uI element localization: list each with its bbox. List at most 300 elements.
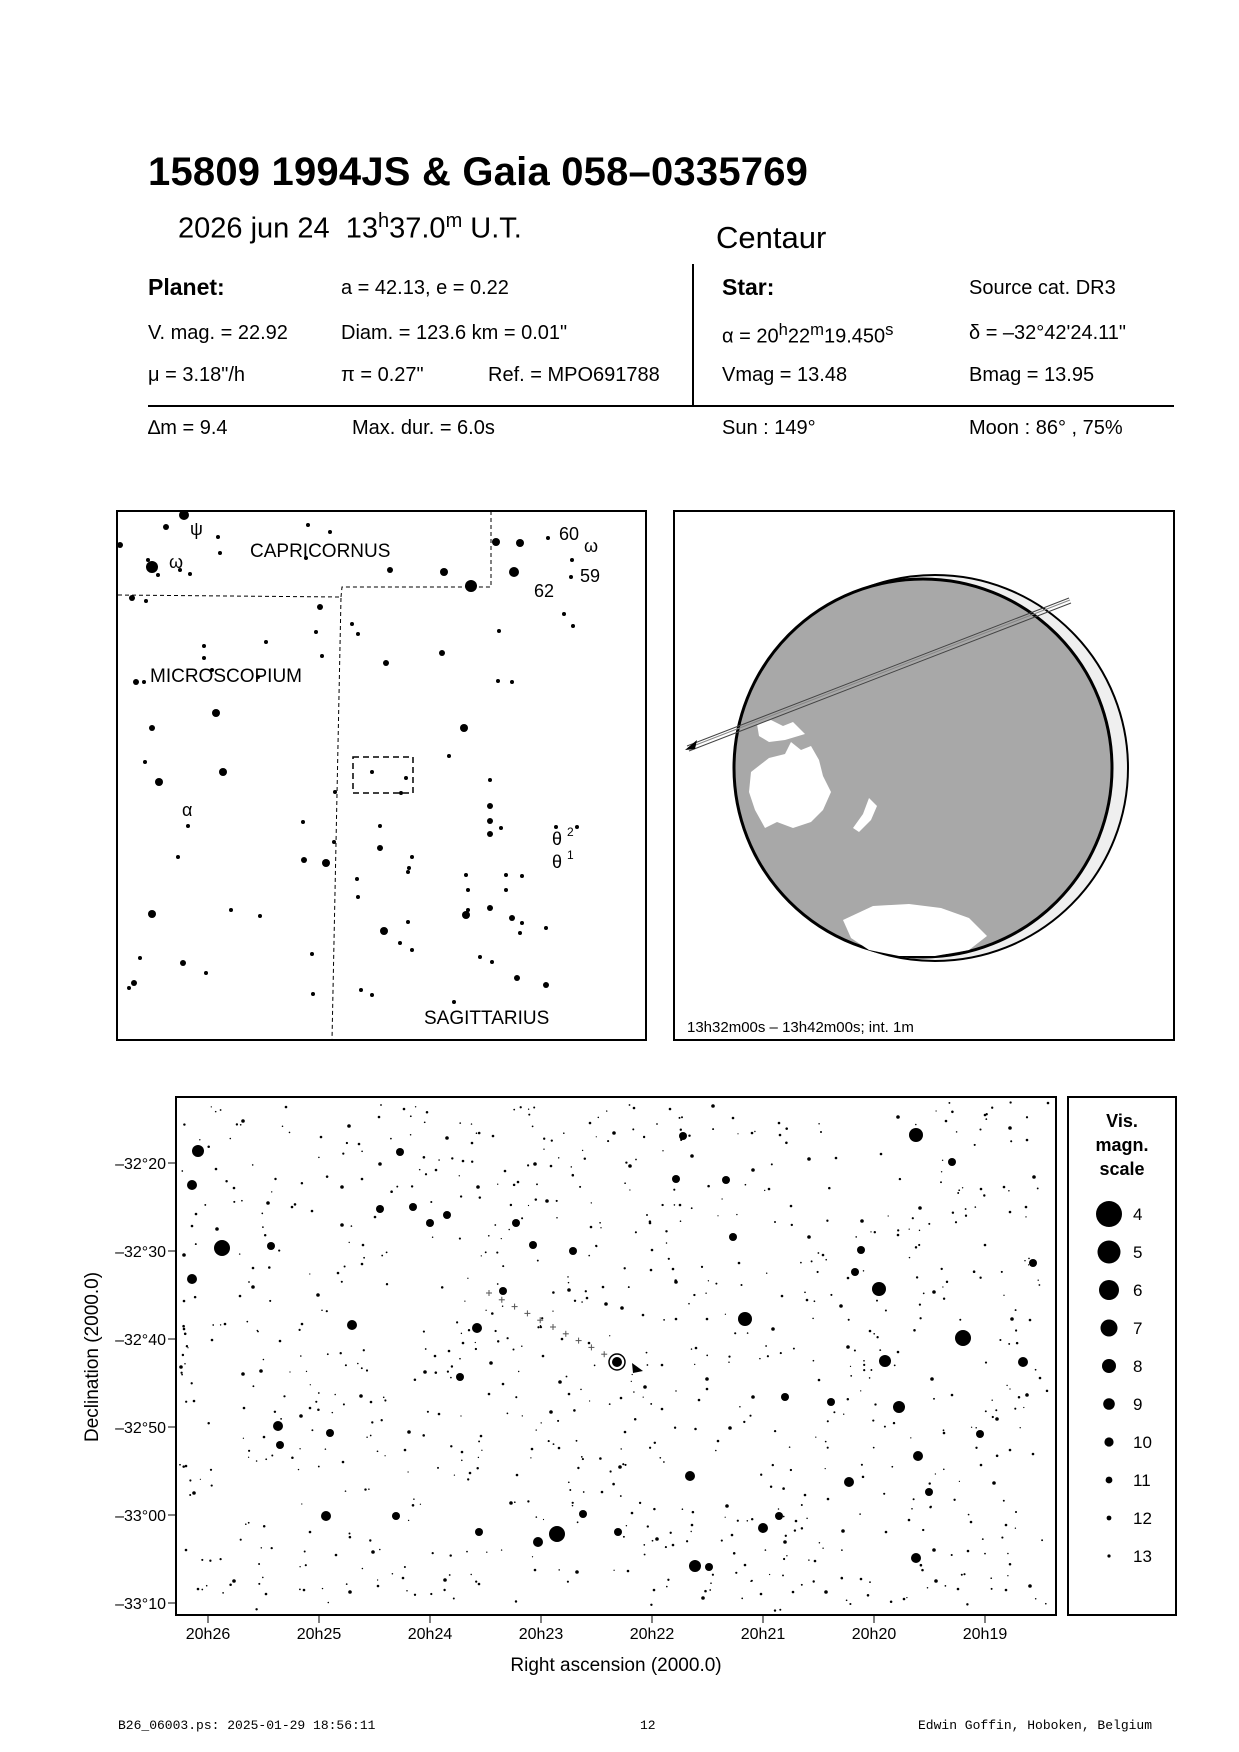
field-star	[252, 1267, 255, 1270]
field-star	[643, 1385, 647, 1389]
field-star	[374, 1216, 377, 1219]
ra-s-unit: s	[885, 320, 894, 339]
finder-star	[143, 760, 147, 764]
faint-star	[826, 1220, 828, 1222]
field-star	[604, 1302, 608, 1306]
field-star	[661, 1364, 664, 1367]
field-star	[370, 1401, 373, 1404]
planet-orbit: a = 42.13, e = 0.22	[341, 277, 509, 299]
finder-star	[464, 873, 468, 877]
finder-star	[127, 986, 131, 990]
faint-star	[219, 1558, 221, 1560]
faint-star	[778, 1508, 780, 1510]
faint-star	[594, 1365, 596, 1367]
faint-star	[407, 1471, 408, 1472]
field-star	[976, 1430, 984, 1438]
faint-star	[704, 1590, 707, 1593]
faint-star	[239, 1253, 240, 1254]
field-star	[478, 1583, 481, 1586]
finder-star	[370, 993, 374, 997]
faint-star	[1026, 1393, 1027, 1394]
x-tick-label: 20h22	[629, 1626, 675, 1643]
faint-star	[513, 1109, 515, 1111]
faint-star	[528, 1114, 530, 1116]
field-star	[377, 1585, 380, 1588]
faint-star	[688, 1134, 690, 1136]
faint-star	[765, 1345, 767, 1347]
field-star	[807, 1235, 811, 1239]
faint-star	[282, 1125, 284, 1127]
field-star	[480, 1435, 483, 1438]
faint-star	[502, 1265, 504, 1267]
field-star	[951, 1394, 954, 1397]
faint-star	[502, 1306, 503, 1307]
faint-star	[443, 1589, 445, 1591]
field-star	[337, 1272, 340, 1275]
faint-star	[1008, 1343, 1010, 1345]
faint-star	[725, 1517, 726, 1518]
field-star	[550, 1165, 553, 1168]
field-star	[930, 1377, 934, 1381]
field-star	[472, 1323, 482, 1333]
field-star	[908, 1519, 911, 1522]
faint-star	[584, 1157, 586, 1159]
faint-star	[873, 1333, 875, 1335]
finder-star	[314, 630, 318, 634]
field-star	[775, 1512, 783, 1520]
faint-star	[751, 1518, 753, 1520]
faint-star	[430, 1593, 432, 1595]
faint-star	[652, 1540, 654, 1542]
faint-star	[631, 1381, 632, 1382]
faint-star	[220, 1324, 221, 1325]
faint-star	[527, 1164, 529, 1166]
faint-star	[381, 1419, 383, 1421]
faint-star	[874, 1231, 876, 1233]
faint-star	[598, 1117, 600, 1119]
faint-star	[670, 1532, 672, 1534]
field-star	[1029, 1259, 1037, 1267]
finder-star	[146, 561, 158, 573]
faint-star	[715, 1283, 717, 1285]
field-star	[265, 1593, 268, 1596]
faint-star	[189, 1494, 191, 1496]
faint-star	[728, 1361, 729, 1362]
faint-star	[471, 1123, 472, 1124]
faint-star	[450, 1445, 452, 1447]
faint-star	[915, 1246, 917, 1248]
faint-star	[843, 1414, 844, 1415]
faint-star	[419, 1169, 421, 1171]
field-star	[362, 1244, 365, 1247]
faint-star	[983, 1194, 985, 1196]
faint-star	[607, 1140, 609, 1142]
faint-star	[543, 1519, 544, 1520]
faint-star	[591, 1202, 592, 1203]
detail-frame	[176, 1097, 1056, 1615]
field-star	[624, 1431, 627, 1434]
faint-star	[298, 1469, 299, 1470]
faint-star	[585, 1290, 587, 1292]
faint-star	[326, 1310, 328, 1312]
field-star	[361, 1178, 364, 1181]
field-star	[185, 1549, 188, 1552]
field-star	[818, 1379, 821, 1382]
field-star	[705, 1377, 709, 1381]
target-star	[612, 1357, 622, 1367]
faint-star	[629, 1189, 630, 1190]
field-star	[903, 1598, 906, 1601]
faint-star	[527, 1500, 529, 1502]
faint-star	[774, 1609, 776, 1611]
field-star	[568, 1393, 571, 1396]
y-axis-label: Declination (2000.0)	[82, 1271, 103, 1443]
faint-star	[682, 1508, 684, 1510]
faint-star	[1025, 1216, 1026, 1217]
faint-star	[712, 1574, 714, 1576]
faint-star	[294, 1203, 297, 1206]
finder-star	[398, 941, 402, 945]
faint-star	[466, 1551, 468, 1553]
faint-star	[577, 1467, 579, 1469]
y-tick-label: –33°10	[115, 1596, 166, 1613]
object-category: Centaur	[716, 220, 827, 255]
faint-star	[919, 1230, 920, 1231]
faint-star	[863, 1364, 865, 1366]
faint-star	[486, 1552, 487, 1553]
faint-star	[760, 1474, 762, 1476]
field-star	[980, 1188, 983, 1191]
faint-star	[460, 1415, 461, 1416]
field-star	[689, 1560, 701, 1572]
faint-star	[869, 1581, 871, 1583]
faint-star	[569, 1489, 571, 1491]
star-label: ω	[169, 552, 184, 572]
faint-star	[624, 1464, 626, 1466]
faint-star	[783, 1558, 785, 1560]
finder-star	[356, 632, 360, 636]
field-star	[728, 1426, 732, 1430]
faint-star	[955, 1221, 957, 1223]
faint-star	[913, 1498, 915, 1500]
faint-star	[537, 1260, 539, 1262]
faint-star	[635, 1159, 637, 1161]
faint-star	[986, 1113, 988, 1115]
finder-star	[406, 870, 410, 874]
field-star	[396, 1148, 404, 1156]
finder-star	[216, 535, 220, 539]
faint-star	[508, 1229, 510, 1231]
field-star	[378, 1116, 381, 1119]
faint-star	[691, 1207, 693, 1209]
finder-star	[131, 980, 137, 986]
faint-star	[634, 1418, 637, 1421]
faint-star	[885, 1309, 887, 1311]
finder-star	[156, 573, 160, 577]
finder-star	[499, 826, 503, 830]
field-star	[192, 1145, 204, 1157]
faint-star	[992, 1416, 994, 1418]
faint-star	[913, 1329, 916, 1332]
faint-star	[291, 1457, 294, 1460]
faint-star	[665, 1230, 667, 1232]
faint-star	[265, 1458, 267, 1460]
field-star	[620, 1397, 623, 1400]
field-star	[239, 1295, 242, 1298]
faint-star	[1015, 1511, 1017, 1513]
faint-star	[572, 1174, 575, 1177]
faint-star	[639, 1502, 641, 1504]
faint-star	[783, 1516, 785, 1518]
faint-star	[643, 1136, 645, 1138]
finder-star	[514, 975, 520, 981]
faint-star	[437, 1467, 439, 1469]
field-star	[897, 1234, 900, 1237]
legend-magnitude-label: 6	[1133, 1281, 1143, 1300]
finder-star	[410, 948, 414, 952]
faint-star	[764, 1190, 765, 1191]
faint-star	[991, 1399, 992, 1400]
faint-star	[867, 1594, 870, 1597]
faint-star	[532, 1556, 533, 1557]
faint-star	[459, 1238, 461, 1240]
faint-star	[459, 1175, 460, 1176]
finder-star	[356, 895, 360, 899]
field-star	[492, 1135, 495, 1138]
field-star	[725, 1504, 729, 1508]
faint-star	[207, 1422, 209, 1424]
faint-star	[804, 1291, 806, 1293]
faint-star	[680, 1139, 682, 1141]
faint-star	[876, 1336, 878, 1338]
faint-star	[456, 1321, 458, 1323]
field-star	[435, 1169, 438, 1172]
faint-star	[707, 1185, 710, 1188]
field-star	[631, 1512, 634, 1515]
finder-star	[544, 926, 548, 930]
faint-star	[229, 1584, 232, 1587]
faint-star	[666, 1242, 668, 1244]
legend-magnitude-dot	[1106, 1477, 1113, 1484]
field-star	[992, 1481, 996, 1485]
faint-star	[369, 1539, 371, 1541]
faint-star	[624, 1267, 626, 1269]
faint-star	[923, 1293, 925, 1295]
field-star	[706, 1318, 709, 1321]
field-star	[628, 1164, 632, 1168]
faint-star	[572, 1505, 574, 1507]
faint-star	[377, 1450, 379, 1452]
field-star	[358, 1143, 361, 1146]
field-star	[185, 1465, 188, 1468]
faint-star	[991, 1588, 993, 1590]
faint-star	[749, 1415, 751, 1417]
faint-star	[951, 1554, 953, 1556]
faint-star	[635, 1231, 637, 1233]
faint-star	[649, 1447, 651, 1449]
faint-star	[195, 1243, 197, 1245]
faint-star	[818, 1252, 820, 1254]
faint-star	[515, 1600, 517, 1602]
faint-star	[673, 1189, 675, 1191]
legend-magnitude-dot	[1107, 1516, 1112, 1521]
star-label: 1	[567, 848, 574, 862]
planet-heading: Planet:	[148, 274, 225, 300]
faint-star	[959, 1481, 960, 1482]
x-axis-label: Right ascension (2000.0)	[510, 1655, 722, 1676]
faint-star	[1003, 1500, 1005, 1502]
faint-star	[258, 1563, 260, 1565]
y-tick-label: –32°40	[115, 1332, 166, 1349]
faint-star	[404, 1566, 406, 1568]
field-star	[1018, 1357, 1028, 1367]
faint-star	[248, 1522, 250, 1524]
faint-star	[315, 1401, 317, 1403]
faint-star	[485, 1251, 487, 1253]
faint-star	[494, 1224, 496, 1226]
field-star	[348, 1590, 352, 1594]
finder-star	[487, 803, 493, 809]
faint-star	[982, 1538, 984, 1540]
finder-star	[569, 575, 573, 579]
faint-star	[675, 1390, 676, 1391]
finder-star	[163, 524, 169, 530]
field-star	[957, 1588, 960, 1591]
faint-star	[1037, 1187, 1039, 1189]
finder-star	[466, 908, 470, 912]
faint-star	[467, 1478, 469, 1480]
legend-magnitude-dot	[1104, 1437, 1113, 1446]
faint-star	[855, 1236, 857, 1238]
faint-star	[451, 1365, 453, 1367]
star-label: θ	[552, 852, 563, 872]
faint-star	[501, 1238, 502, 1239]
faint-star	[204, 1204, 206, 1206]
faint-star	[770, 1486, 772, 1488]
ra-seconds: 19.450	[824, 325, 886, 348]
faint-star	[201, 1589, 203, 1591]
field-star	[869, 1330, 872, 1333]
finder-star	[204, 971, 208, 975]
field-star	[642, 1314, 645, 1317]
faint-star	[326, 1175, 329, 1178]
field-star	[669, 1108, 672, 1111]
faint-star	[449, 1574, 451, 1576]
field-star	[779, 1134, 782, 1137]
faint-star	[248, 1457, 249, 1458]
faint-star	[533, 1106, 535, 1108]
field-star	[995, 1417, 999, 1421]
field-star	[197, 1588, 200, 1591]
finder-star	[488, 778, 492, 782]
faint-star	[1015, 1309, 1017, 1311]
field-star	[342, 1461, 345, 1464]
star-label: 59	[580, 566, 601, 586]
legend-magnitude-label: 12	[1133, 1509, 1152, 1528]
sun-elongation: Sun : 149°	[722, 417, 816, 439]
legend-magnitude-dot	[1098, 1241, 1121, 1264]
faint-star	[475, 1580, 477, 1582]
field-star	[1008, 1126, 1012, 1130]
faint-star	[1026, 1116, 1028, 1118]
field-star	[462, 1160, 465, 1163]
faint-star	[453, 1598, 455, 1600]
field-star	[943, 1432, 946, 1435]
faint-star	[686, 1540, 688, 1542]
faint-star	[1007, 1553, 1009, 1555]
field-star	[462, 1342, 465, 1345]
faint-star	[1006, 1385, 1007, 1386]
faint-star	[349, 1242, 350, 1243]
field-star	[299, 1414, 303, 1418]
field-star	[183, 1300, 186, 1303]
faint-star	[995, 1409, 997, 1411]
faint-star	[1010, 1140, 1012, 1142]
faint-star	[461, 1460, 463, 1462]
faint-star	[390, 1190, 393, 1193]
field-star	[361, 1263, 364, 1266]
faint-star	[841, 1577, 844, 1580]
faint-star	[790, 1469, 792, 1471]
faint-star	[909, 1228, 910, 1229]
field-star	[512, 1219, 520, 1227]
field-star	[690, 1154, 694, 1158]
faint-star	[491, 1312, 494, 1315]
faint-star	[927, 1587, 929, 1589]
field-star	[279, 1340, 282, 1343]
faint-star	[780, 1352, 782, 1354]
star-source-catalog: Source cat. DR3	[969, 277, 1116, 299]
faint-star	[1007, 1575, 1008, 1576]
field-star	[790, 1205, 793, 1208]
faint-star	[464, 1300, 465, 1301]
faint-star	[410, 1115, 412, 1117]
faint-star	[396, 1186, 398, 1188]
field-star	[758, 1523, 768, 1533]
faint-star	[271, 1454, 273, 1456]
planet-reference: Ref. = MPO691788	[488, 364, 660, 386]
field-star	[1029, 1319, 1032, 1322]
faint-star	[815, 1436, 816, 1437]
faint-star	[646, 1352, 648, 1354]
faint-star	[256, 1460, 258, 1462]
field-star	[589, 1122, 592, 1125]
field-star	[1028, 1584, 1032, 1588]
faint-star	[280, 1418, 282, 1420]
faint-star	[357, 1363, 359, 1365]
field-star	[847, 1277, 850, 1280]
faint-star	[200, 1479, 201, 1480]
faint-star	[830, 1294, 832, 1296]
faint-star	[573, 1409, 576, 1412]
faint-star	[349, 1536, 352, 1539]
faint-star	[390, 1138, 392, 1140]
faint-star	[558, 1569, 560, 1571]
faint-star	[694, 1364, 695, 1365]
field-star	[691, 1524, 694, 1527]
field-star	[1010, 1317, 1014, 1321]
field-star	[590, 1226, 593, 1229]
field-star	[827, 1398, 835, 1406]
legend-magnitude-label: 13	[1133, 1547, 1152, 1566]
faint-star	[381, 1255, 383, 1257]
faint-star	[909, 1257, 910, 1258]
field-star	[347, 1320, 357, 1330]
field-star	[945, 1120, 948, 1123]
faint-star	[184, 1363, 186, 1365]
faint-star	[956, 1131, 958, 1133]
faint-star	[817, 1271, 819, 1273]
